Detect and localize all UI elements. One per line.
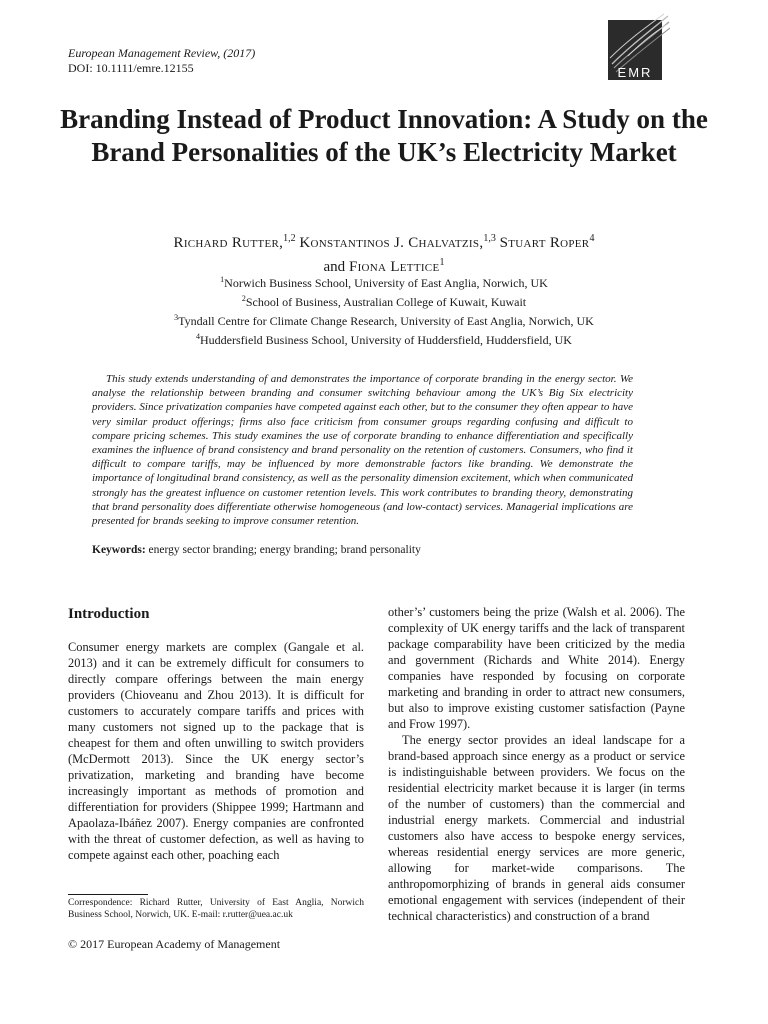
- author-name: Richard Rutter,: [173, 235, 284, 251]
- affiliation: $^3$Tyndall Centre for Climate Change Research, University of East Anglia, Norwich, UK: [174, 313, 594, 328]
- abstract: This study extends understanding of and demonstrates the importance of corporate branding in the energy sector. We analyse the relationship between branding and consumer switching behaviour among the UK’s Big Six electricity providers. Since privatization companies have competed against each other, but to the consumer they often appear to have very similar product offerings; firms also face criticism from consumer groups regarding confusing and difficult to compare pricing schemes. This study examines the use of corporate branding to enhance differentiation and specifically examines the influence of brand consistency and brand personality on the retention of customers. Consumers, who find it difficult to compare tariffs, may be influenced by more demonstrable factors like branding. We demonstrate the importance of longitudinal brand consistency, as well as the personality dimension excitement, which when communicated strongly has the greatest influence on customer retention levels. This work contributes to branding theory, demonstrating that brand personality does differentiate otherwise homogeneous (and low-contact) services. Managerial implications are presented for brands seeking to improve consumer retention.: [92, 373, 633, 528]
- keywords-label: Keywords:: [92, 544, 146, 556]
- copyright: © 2017 European Academy of Management: [68, 937, 281, 951]
- author-affil: 1: [439, 257, 445, 268]
- body-paragraph: The energy sector provides an ideal landscape for a brand-based approach since energy as a product or service is indistinguishable between providers. We focus on the residential electricity market because it is larger (in terms of the number of customers) than the commercial and industrial energy markets. Commercial and industrial customers also have access to bespoke energy services, whereas residential energy services are more generic, allowing for market-wide comparisons. The anthropomorphizing of brands in general aids consumer emotional engagement with services (independent of their technical characteristics) and construction of a brand: [388, 733, 685, 923]
- author-name: Stuart Roper: [499, 235, 590, 251]
- affiliation: $^4$Huddersfield Business School, University of Huddersfield, Huddersfield, UK: [196, 332, 572, 347]
- keywords-text: energy sector branding; energy branding; brand personality: [148, 544, 421, 556]
- author-list: [80, 229, 688, 277]
- author-conjunction: and: [323, 259, 346, 275]
- body-paragraph: other’s’ customers being the prize (Walsh et al. 2006). The complexity of UK energy tariffs and the lack of transparent package comparability have been criticized by the media and government (Richards and White 2014). Energy companies have responded by focusing on corporate marketing and branding in order to attract new consumers, but also to improve existing customer satisfaction (Payne and Frow 1997).: [388, 605, 685, 731]
- affiliations: [80, 272, 688, 348]
- body-paragraph: Consumer energy markets are complex (Gangale et al. 2013) and it can be extremely difficult for consumers to directly compare offerings between the main energy providers (Chioveanu and Zhou 2013). It is difficult for customers to accurately compare tariffs and prices with many customers not signed up to the package that is cheapest for them and often unwilling to switch providers (McDermott 2013). Since the UK energy sector’s privatization, marketing and branding have become increasingly important as methods of promotion and differentiation for providers (Shippee 1999; Hartmann and Apaolaza-Ibáñez 2007). Energy companies are confronted with the threat of customer defection, as well as having to compete against each other, poaching each: [68, 640, 364, 862]
- affiliation: $^1$Norwich Business School, University of East Anglia, Norwich, UK: [220, 275, 548, 290]
- footnote-rule: [68, 894, 148, 895]
- section-heading: Introduction: [68, 606, 150, 622]
- author-name: Fiona Lettice: [348, 259, 440, 275]
- paper-title: Branding Instead of Product Innovation: A Study on the Brand Personalities of the UK’s Electricity Market: [60, 104, 708, 167]
- affiliation: $^2$School of Business, Australian College of Kuwait, Kuwait: [241, 294, 527, 309]
- author-name: Konstantinos J. Chalvatzis,: [299, 235, 484, 251]
- right-column: [388, 604, 685, 924]
- author-affil: 1,2: [283, 233, 296, 244]
- emr-logo: [608, 12, 670, 88]
- left-column: [68, 604, 364, 863]
- correspondence-note: Correspondence: Richard Rutter, University of East Anglia, Norwich Business School, Norwich, UK. E-mail: r.rutter@uea.ac.uk: [68, 898, 364, 920]
- journal-name: European Management Review, (2017): [68, 46, 256, 60]
- doi: DOI: 10.1111/emre.12155: [68, 61, 194, 75]
- logo-text: EMR: [617, 65, 653, 80]
- author-affil: 4: [589, 233, 595, 244]
- keywords: [92, 543, 421, 557]
- author-affil: 1,3: [483, 233, 496, 244]
